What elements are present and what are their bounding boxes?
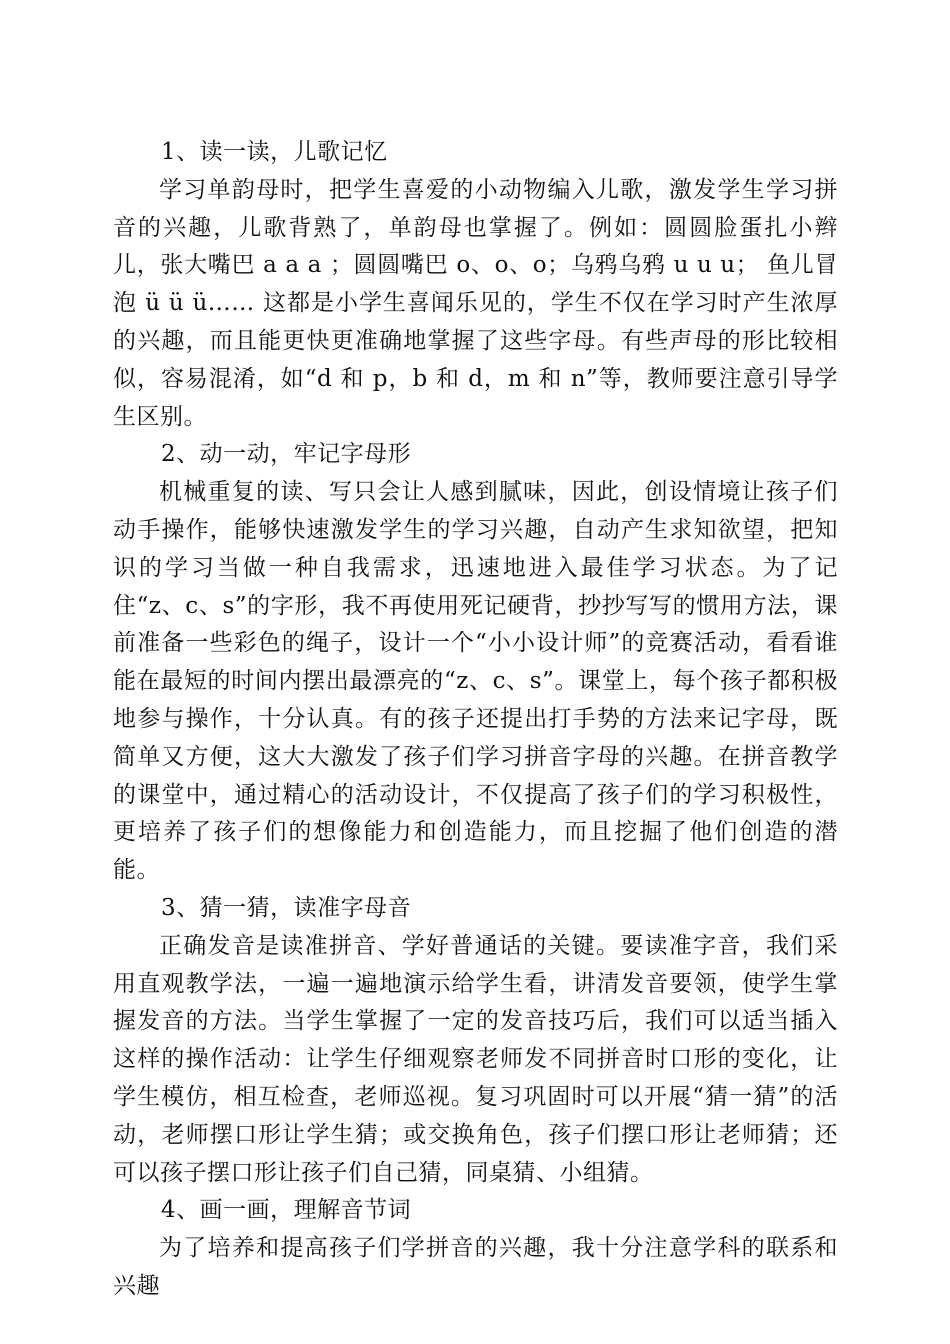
section-paragraph-2: 机械重复的读、写只会让人感到腻味，因此，创设情境让孩子们动手操作，能够快速激发学生的学习兴趣，自动产生求知欲望，把知识的学习当做一种自我需求，迅速地进入最佳学习状态。为了记住“z、c、s”的字形，我不再使用死记硬背，抄抄写写的惯用方法，课前准备一些彩色的绳子，设计一个“小小设计师”的竞赛活动，看看谁能在最短的时间内摆出最漂亮的“z、c、s”。课堂上，每个孩子都积极地参与操作，十分认真。有的孩子还提出打手势的方法来记字母，既简单又方便，这大大激发了孩子们学习拼音字母的兴趣。在拼音教学的课堂中，通过精心的活动设计，不仅提高了孩子们的学习积极性，更培养了孩子们的想像能力和创造能力，而且挖掘了他们创造的潜能。: [113, 479, 838, 884]
section-paragraph-4: 为了培养和提高孩子们学拼音的兴趣，我十分注意学科的联系和兴趣: [113, 1235, 838, 1299]
section-paragraph-3: 正确发音是读准拼音、学好普通话的关键。要读准字音，我们采用直观教学法，一遍一遍地演示给学生看，讲清发音要领，使学生掌握发音的方法。当学生掌握了一定的发音技巧后，我们可以适当插入这样的操作活动：让学生仔细观察老师发不同拼音时口形的变化，让学生模仿，相互检查，老师巡视。复习巩固时可以开展“猜一猜”的活动，老师摆口形让学生猜；或交换角色，孩子们摆口形让老师猜；还可以孩子摆口形让孩子们自己猜，同桌猜、小组猜。: [113, 932, 838, 1186]
section-heading-4: 4、画一画，理解音节词: [161, 1197, 412, 1224]
section-heading-3: 3、猜一猜，读准字母音: [161, 894, 412, 921]
section-paragraph-1: 学习单韵母时，把学生喜爱的小动物编入儿歌，激发学生学习拼音的兴趣，儿歌背熟了，单韵母也掌握了。例如：圆圆脸蛋扎小辫儿，张大嘴巴 a a a ；圆圆嘴巴 o、o、o；乌鸦乌鸦 u u u； 鱼儿冒泡 ü ü ü…… 这都是小学生喜闻乐见的，学生不仅在学习时产生浓厚的兴趣，而且能更快更准确地掌握了这些字母。有些声母的形比较相似，容易混淆，如“d 和 p，b 和 d，m 和 n”等，教师要注意引导学生区别。: [113, 176, 838, 430]
document-body: [113, 134, 838, 1306]
section-heading-2: 2、动一动，牢记字母形: [161, 441, 412, 468]
section-heading-1: 1、读一读，儿歌记忆: [161, 139, 388, 165]
